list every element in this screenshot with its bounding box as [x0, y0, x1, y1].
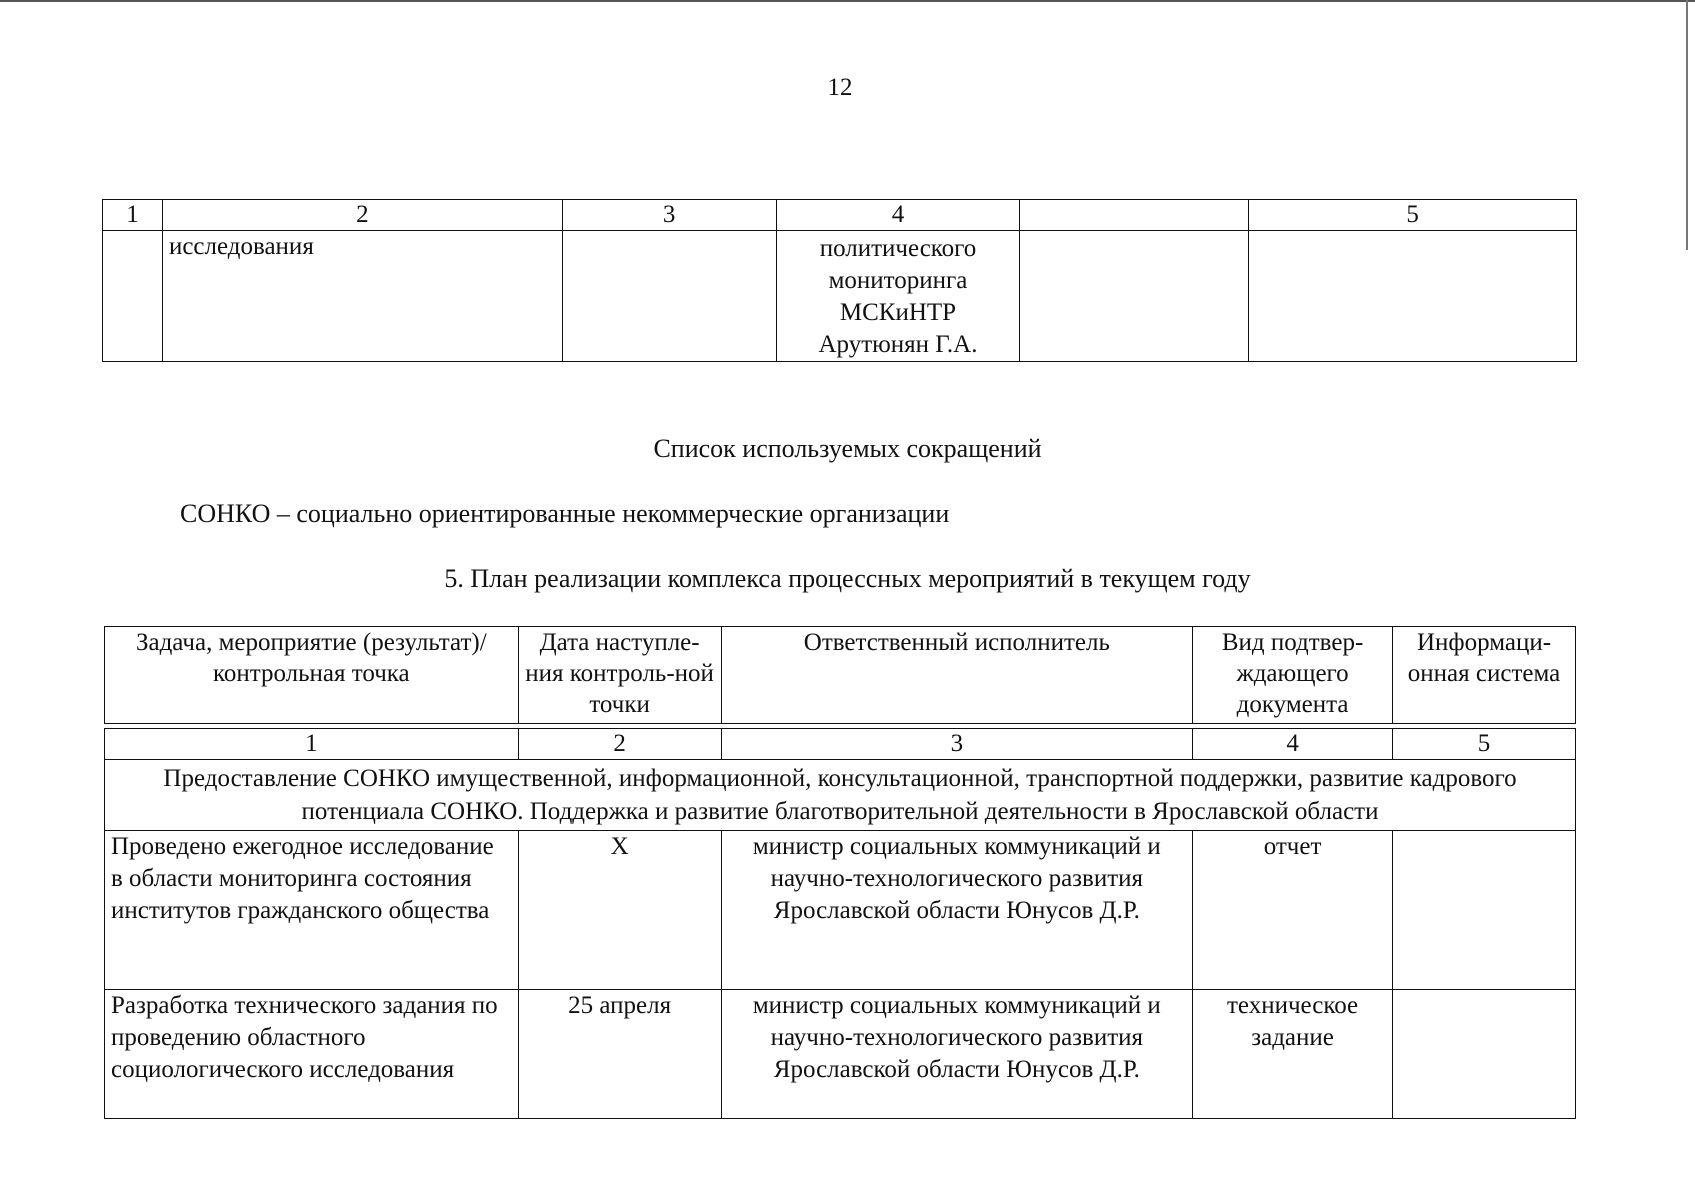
header-cell: Задача, мероприятие (результат)/ контрольная точка [105, 627, 519, 724]
document-cell: отчет [1193, 831, 1393, 990]
table-cell [1020, 231, 1249, 362]
column-number-cell: 2 [162, 200, 562, 231]
executor-cell: министр социальных коммуникаций и научно-технологического развития Ярославской области Юнусов Д.Р. [721, 990, 1193, 1119]
executor-cell: министр социальных коммуникаций и научно-технологического развития Ярославской области Юнусов Д.Р. [721, 831, 1193, 990]
column-number-cell: 5 [1393, 729, 1576, 760]
table-cell [562, 231, 776, 362]
task-title: Предоставление СОНКО имущественной, информационной, консультационной, транспортной поддержки, развитие кадрового потенциала СОНКО. Поддержка и развитие благотворительной деятельности в Ярославской области [105, 760, 1576, 831]
section-title: 5. План реализации комплекса процессных мероприятий в текущем году [444, 564, 1251, 593]
column-number-cell: 1 [105, 729, 519, 760]
header-cell: Ответственный исполнитель [721, 627, 1193, 724]
table-cell [103, 231, 163, 362]
activity-cell: Разработка технического задания по проведению областного социологического исследования [105, 990, 519, 1119]
table-row [105, 831, 1576, 990]
continuation-row [103, 231, 1577, 362]
column-number-cell: 2 [518, 729, 721, 760]
document-cell: техническое задание [1193, 990, 1393, 1119]
header-cell: Вид подтвер-ждающего документа [1193, 627, 1393, 724]
column-number-cell: 3 [721, 729, 1193, 760]
scan-edge-right [1686, 0, 1688, 250]
task-title-row [105, 760, 1576, 831]
column-number-cell: 4 [776, 200, 1020, 231]
column-number-cell: 1 [103, 200, 163, 231]
plan-header-row [105, 627, 1576, 724]
continuation-table [102, 199, 1577, 362]
scan-edge-top [0, 0, 1695, 2]
table-cell: политического мониторинга МСКиНТР Арутюнян Г.А. [776, 231, 1020, 362]
activity-cell: Проведено ежегодное исследование в области мониторинга состояния институтов гражданского общества [105, 831, 519, 990]
system-cell [1393, 990, 1576, 1119]
table-row [105, 990, 1576, 1119]
continuation-header-row [103, 200, 1577, 231]
table-cell: исследования [162, 231, 562, 362]
date-cell: 25 апреля [518, 990, 721, 1119]
plan-number-row [105, 729, 1576, 760]
abbreviation-entry: СОНКО – социально ориентированные некоммерческие организации [180, 499, 950, 528]
column-number-cell: 5 [1249, 200, 1577, 231]
table-cell [1249, 231, 1577, 362]
column-number-cell [1020, 200, 1249, 231]
column-number-cell: 3 [562, 200, 776, 231]
system-cell [1393, 831, 1576, 990]
header-cell: Информаци-онная система [1393, 627, 1576, 724]
plan-table [104, 626, 1576, 1119]
header-cell: Дата наступле-ния контроль-ной точки [518, 627, 721, 724]
date-cell: Х [518, 831, 721, 990]
page-number: 12 [827, 74, 853, 101]
column-number-cell: 4 [1193, 729, 1393, 760]
abbreviations-title: Список используемых сокращений [653, 434, 1042, 463]
